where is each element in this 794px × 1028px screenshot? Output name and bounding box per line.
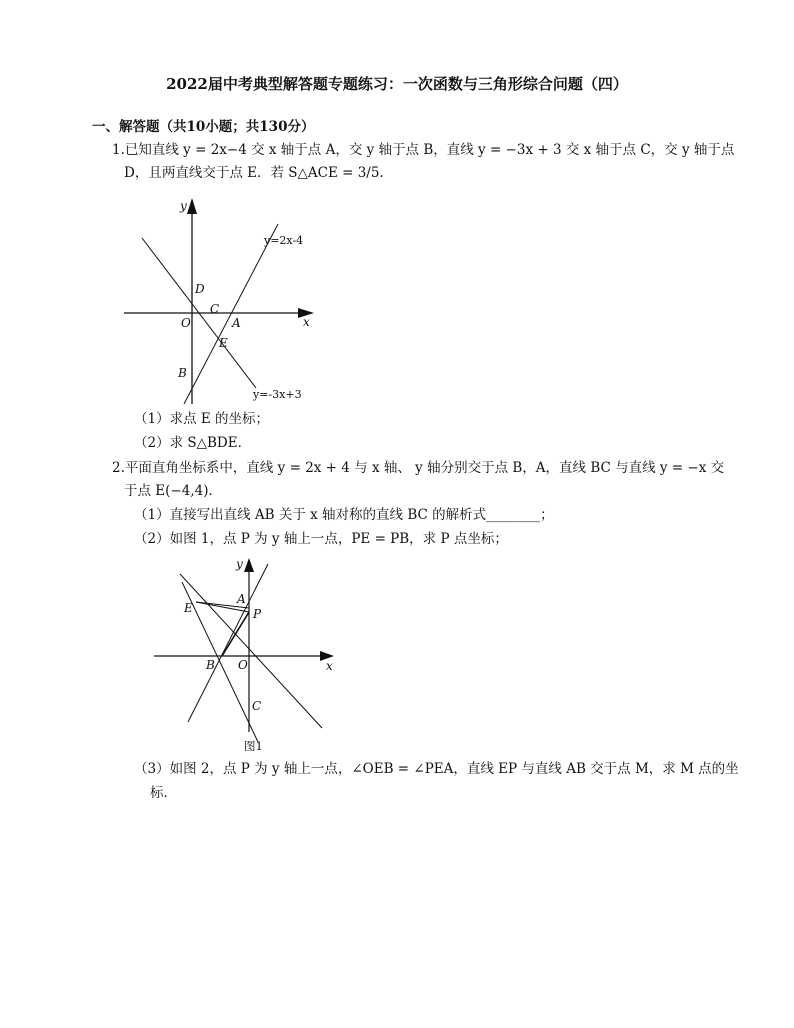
- q2-label-x: x: [326, 659, 333, 673]
- q2-label-origin: O: [238, 658, 248, 672]
- q1-label-D: D: [195, 282, 205, 296]
- q2-part1: （1）直接写出直线 AB 关于 x 轴对称的直线 BC 的解析式________；: [134, 507, 554, 523]
- q1-label-x: x: [303, 315, 310, 329]
- q2-label-y: y: [236, 557, 243, 571]
- q1-stem-line2: D，且两直线交于点 E．若 S△ACE = 3/5.: [124, 165, 384, 181]
- q2-label-B: B: [206, 658, 215, 672]
- q2-stem-line2: 于点 E(−4,4)．: [124, 483, 222, 499]
- q1-label-B: B: [178, 366, 187, 380]
- q1-label-E: E: [219, 336, 228, 350]
- q2-label-C: C: [252, 699, 262, 713]
- q2-figure-caption: 图1: [244, 739, 263, 753]
- q1-part2: （2）求 S△BDE．: [134, 435, 252, 451]
- q1-part1: （1）求点 E 的坐标；: [134, 411, 270, 427]
- q2-figure: [150, 552, 350, 758]
- q2-label-P: P: [253, 607, 262, 621]
- section-heading: 一、解答题（共10小题；共130分）: [92, 119, 315, 135]
- q2-part2: （2）如图 1，点 P 为 y 轴上一点，PE = PB，求 P 点坐标；: [134, 531, 508, 547]
- q2-stem-line1: 2.平面直角坐标系中，直线 y = 2x + 4 与 x 轴、 y 轴分别交于点 B，A，直线 BC 与直线 y = −x 交: [112, 460, 725, 476]
- q1-stem-line1: 1.已知直线 y = 2x−4 交 x 轴于点 A，交 y 轴于点 B，直线 y = −3x + 3 交 x 轴于点 C，交 y 轴于点: [112, 142, 735, 158]
- q2-part3-line1: （3）如图 2，点 P 为 y 轴上一点，∠OEB = ∠PEA，直线 EP 与直线 AB 交于点 M，求 M 点的坐: [134, 761, 739, 777]
- q2-label-E: E: [184, 601, 193, 615]
- q1-line-2x-4: [184, 224, 278, 404]
- q1-label-C: C: [210, 302, 220, 316]
- q1-label-origin: O: [181, 316, 191, 330]
- q1-label-line1: y=2x-4: [264, 234, 304, 247]
- q1-label-line2: y=-3x+3: [253, 388, 302, 401]
- q2-segment-PB: [222, 612, 249, 656]
- q1-figure: [118, 192, 328, 407]
- page-title: 2022届中考典型解答题专题练习：一次函数与三角形综合问题（四）: [166, 75, 628, 93]
- q2-label-A: A: [237, 592, 246, 606]
- q2-part3-line2: 标．: [150, 785, 177, 801]
- q1-label-y: y: [180, 199, 187, 213]
- q2-y-arrow: [244, 558, 254, 572]
- q1-y-arrow: [187, 198, 197, 214]
- q1-label-A: A: [232, 316, 241, 330]
